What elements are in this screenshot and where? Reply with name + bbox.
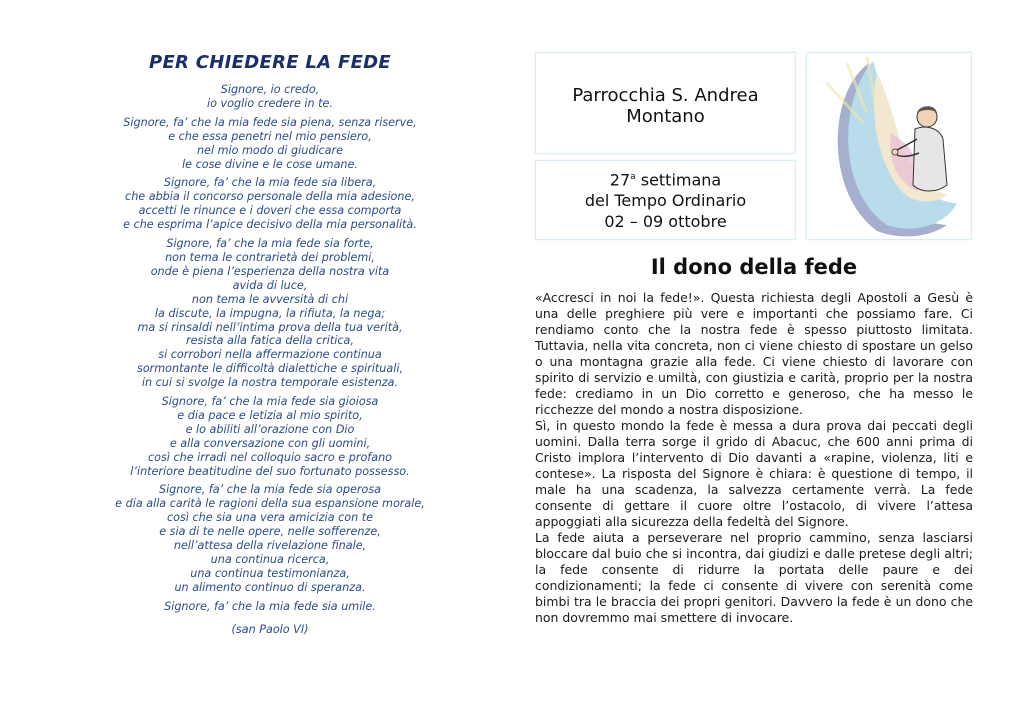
parish-name xyxy=(536,85,795,127)
prayer-line: la discute, la impugna, la rifiuta, la nega; xyxy=(154,306,386,320)
prayer-line: si corrobori nella affermazione continua xyxy=(158,348,382,362)
parish-name-line1: Parrocchia S. Andrea xyxy=(572,85,759,106)
prayer-line: e lo abiliti all’orazione con Dio xyxy=(185,422,355,436)
article-paragraph: Sì, in questo mondo la fede è messa a dura prova dai peccati degli uomini. Dalla terra sorge il grido di Abacuc, che 600 anni prima di Cristo implora l’intervento di Dio davanti a «rapine, violenza, liti e contese». La risposta del Signore è chiara: è questione di tempo, il male ha una scadenza, la salvezza certamente verrà. La fede consente di gettare il cuore oltre l’ostacolo, di vivere l’attesa appoggiati alla sicurezza della fedeltà del Signore. xyxy=(535,418,973,529)
prayer-title: PER CHIEDERE LA FEDE xyxy=(148,52,392,73)
prayer-line: e dia alla carità le ragioni della sua espansione morale, xyxy=(115,497,425,511)
prayer-line: e che esprima l’apice decisivo della mia personalità. xyxy=(123,218,417,232)
prayer-stanza xyxy=(80,600,460,614)
week-info xyxy=(536,167,795,232)
prayer-line: Signore, fa’ che la mia fede sia umile. xyxy=(164,599,376,613)
prayer-stanza xyxy=(80,116,460,172)
prayer-line: Signore, fa’ che la mia fede sia forte, xyxy=(166,237,374,251)
week-ordinal: a xyxy=(630,172,636,182)
prayer-line: una continua testimonianza, xyxy=(190,566,350,580)
week-line2: del Tempo Ordinario xyxy=(584,191,747,211)
prayer-line: onde è piena l’esperienza della nostra vita xyxy=(150,264,390,278)
prayer-line: e alla conversazione con gli uomini, xyxy=(169,436,371,450)
illustration-box xyxy=(806,52,972,240)
week-line1 xyxy=(536,167,795,190)
parish-name-line2: Montano xyxy=(626,106,705,127)
prayer-attribution: (san Paolo VI) xyxy=(231,622,309,636)
prayer-line: Signore, fa’ che la mia fede sia piena, senza riserve, xyxy=(123,115,417,129)
prayer-line: un alimento continuo di speranza. xyxy=(174,580,366,594)
prayer-line: in cui si svolge la nostra temporale esistenza. xyxy=(141,376,399,390)
prayer-line: ma si rinsaldi nell’intima prova della tua verità, xyxy=(137,320,403,334)
prayer-line: Signore, fa’ che la mia fede sia operosa xyxy=(158,483,382,497)
week-dates: 02 – 09 ottobre xyxy=(604,212,727,232)
prayer-line: Signore, io credo, xyxy=(220,83,320,96)
prayer-line: non tema le avversità di chi xyxy=(191,292,349,306)
prayer-stanza xyxy=(80,237,460,390)
parish-box xyxy=(535,52,796,154)
prayer-stanza xyxy=(80,483,460,594)
prayer-line: sormontante le difficoltà dialettiche e spirituali, xyxy=(136,362,403,376)
prayer-line: accetti le rinunce e i doveri che essa comporta xyxy=(138,204,402,218)
prayer-line: io voglio credere in te. xyxy=(207,96,333,110)
week-word: settimana xyxy=(635,170,722,190)
week-number: 27 xyxy=(609,170,631,190)
prayer-line: resista alla fatica della critica, xyxy=(186,334,354,348)
prayer-line: avida di luce, xyxy=(232,278,308,292)
prayer-line: Signore, fa’ che la mia fede sia gioiosa xyxy=(161,395,379,409)
prayer-stanza xyxy=(80,83,460,111)
prayer-line: e sia di te nelle opere, nelle sofferenze, xyxy=(159,525,381,539)
prayer-line: e dia pace e letizia al mio spirito, xyxy=(177,408,363,422)
prayer-line: nell’attesa della rivelazione finale, xyxy=(173,539,367,553)
prayer-line: una continua ricerca, xyxy=(210,553,330,566)
prayer-line: così che irradi nel colloquio sacro e profano xyxy=(147,450,393,464)
prayer-line: non tema le contrarietà dei problemi, xyxy=(165,250,375,264)
prayer-stanza xyxy=(80,395,460,478)
prayer-line: che abbia il concorso personale della mia adesione, xyxy=(125,190,415,204)
prayer-stanzas xyxy=(80,83,460,614)
praying-man-illustration xyxy=(807,53,971,239)
prayer-line: e che essa penetri nel mio pensiero, xyxy=(168,129,372,143)
prayer-stanza xyxy=(80,176,460,232)
prayer-column xyxy=(80,52,460,636)
article-paragraph: «Accresci in noi la fede!». Questa richiesta degli Apostoli a Gesù è una delle preghiere più vere e importanti che possiamo fare. Ci rendiamo conto che la nostra fede è spesso piuttosto limitata. Tuttavia, nella vita concreta, non ci viene chiesto di spostare un gelso o una montagna grazie alla fede. Ci viene chiesto di lavorare con spirito di servizio e umiltà, con giustizia e carità, proprio per la nostra fede: crediamo in un Dio corretto e generoso, che ha messo le ricchezze del mondo a nostra disposizione. xyxy=(535,290,973,417)
article-body xyxy=(535,290,973,626)
article-paragraph: La fede aiuta a perseverare nel proprio cammino, senza lasciarsi bloccare dal buio che si incontra, dai giudizi e dalle pretese degli altri; la fede consente di ridurre la portata delle paure e dei condizionamenti; la fede ci consente di vivere con serenità come bimbi tra le braccia dei propri genitori. Davvero la fede è un dono che non dovremmo mai smettere di invocare. xyxy=(535,530,973,625)
prayer-line: le cose divine e le cose umane. xyxy=(182,157,358,171)
week-box xyxy=(535,160,796,240)
prayer-line: l’interiore beatitudine del suo fortunato possesso. xyxy=(130,464,410,478)
prayer-line: Signore, fa’ che la mia fede sia libera, xyxy=(163,176,377,190)
prayer-line: così che sia una vera amicizia con te xyxy=(166,511,374,525)
article-title: Il dono della fede xyxy=(650,255,858,279)
prayer-line: nel mio modo di giudicare xyxy=(196,143,344,157)
